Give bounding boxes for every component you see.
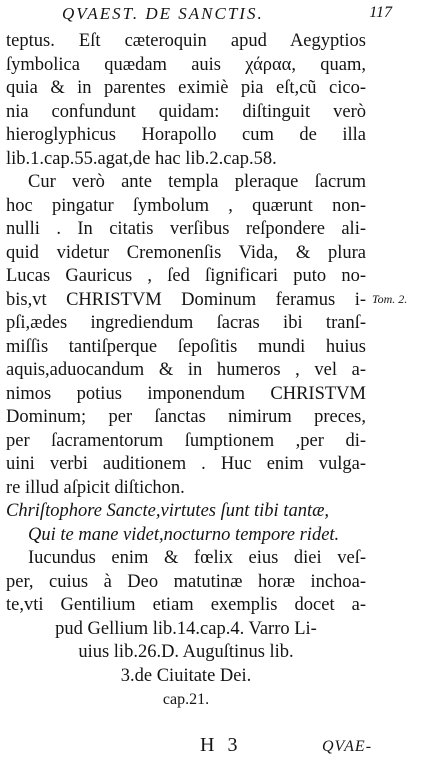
text-line: pſi,ædes ingrediendum ſacras ibi tranſ-: [6, 313, 366, 333]
text-line: nia confundunt quidam: diſtinguit verò: [6, 101, 366, 122]
text-line: te,vti Gentilium etiam exemplis docet a-: [6, 595, 366, 615]
verse-line: Qui te mane videt,nocturno tempore ridet.: [28, 524, 340, 545]
text-line: quia & in parentes eximiè pia eſt,cũ cico-: [6, 78, 366, 98]
catchword: QVAE-: [322, 738, 373, 755]
text-line: Cur verò ante templa pleraque ſacrum: [28, 172, 366, 192]
text-line: Dominum; per ſanctas nimirum preces,: [6, 407, 366, 427]
text-line: uini verbi auditionem . Huc enim vulga-: [6, 454, 366, 474]
text-line: nulli . In citatis verſibus reſpondere ali-: [6, 219, 366, 239]
verse-line: Chriſtophore Sancte,virtutes ſunt tibi tantæ,: [6, 501, 330, 521]
text-line: teptus. Eſt cæteroquin apud Aegyptios: [6, 31, 366, 51]
text-line: per ſacramentorum ſumptionem ,per di-: [6, 430, 366, 451]
signature-mark: H 3: [200, 734, 242, 756]
body-text: [6, 30, 366, 712]
text-line: pud Gellium lib.14.cap.4. Varro Li-: [55, 618, 317, 639]
text-line: per, cuius à Deo matutinæ horæ inchoa-: [6, 571, 366, 592]
text-line: nimos potius imponendum CHRISTVM: [6, 383, 366, 404]
margin-note: Tom. 2.: [372, 292, 408, 306]
text-line: Lucas Gauricus , ſed ſignificari puto no-: [6, 266, 366, 286]
text-line: aquis,aduocandum & in humeros , vel a-: [6, 360, 366, 380]
text-line: hoc pingatur ſymbolum , quærunt non-: [6, 195, 366, 216]
text-line: re illud aſpicit diſtichon.: [6, 477, 185, 498]
page-number: 117: [369, 4, 392, 21]
text-line: miſſis tantiſperque ſepoſitis mundi huius: [6, 336, 366, 357]
text-line: hieroglyphicus Horapollo cum de illa: [6, 125, 366, 145]
text-line: Iucundus enim & fœlix eius diei veſ-: [28, 548, 366, 568]
text-line: bis,vt CHRISTVM Dominum feramus i-: [6, 289, 366, 310]
running-head: QVAEST. DE SANCTIS.: [62, 4, 264, 23]
text-line: lib.1.cap.55.agat,de hac lib.2.cap.58.: [6, 148, 277, 169]
page-header: [62, 4, 392, 28]
text-line: 3.de Ciuitate Dei.: [120, 665, 252, 686]
text-line: cap.21.: [162, 691, 210, 708]
text-line: quid videtur Cremonenſis Vida, & plura: [6, 242, 366, 263]
text-line: uius lib.26.D. Auguſtinus lib.: [78, 642, 294, 662]
text-line: ſymbolica quædam auis χάραα, quam,: [6, 54, 366, 75]
page-footer: [0, 734, 424, 764]
